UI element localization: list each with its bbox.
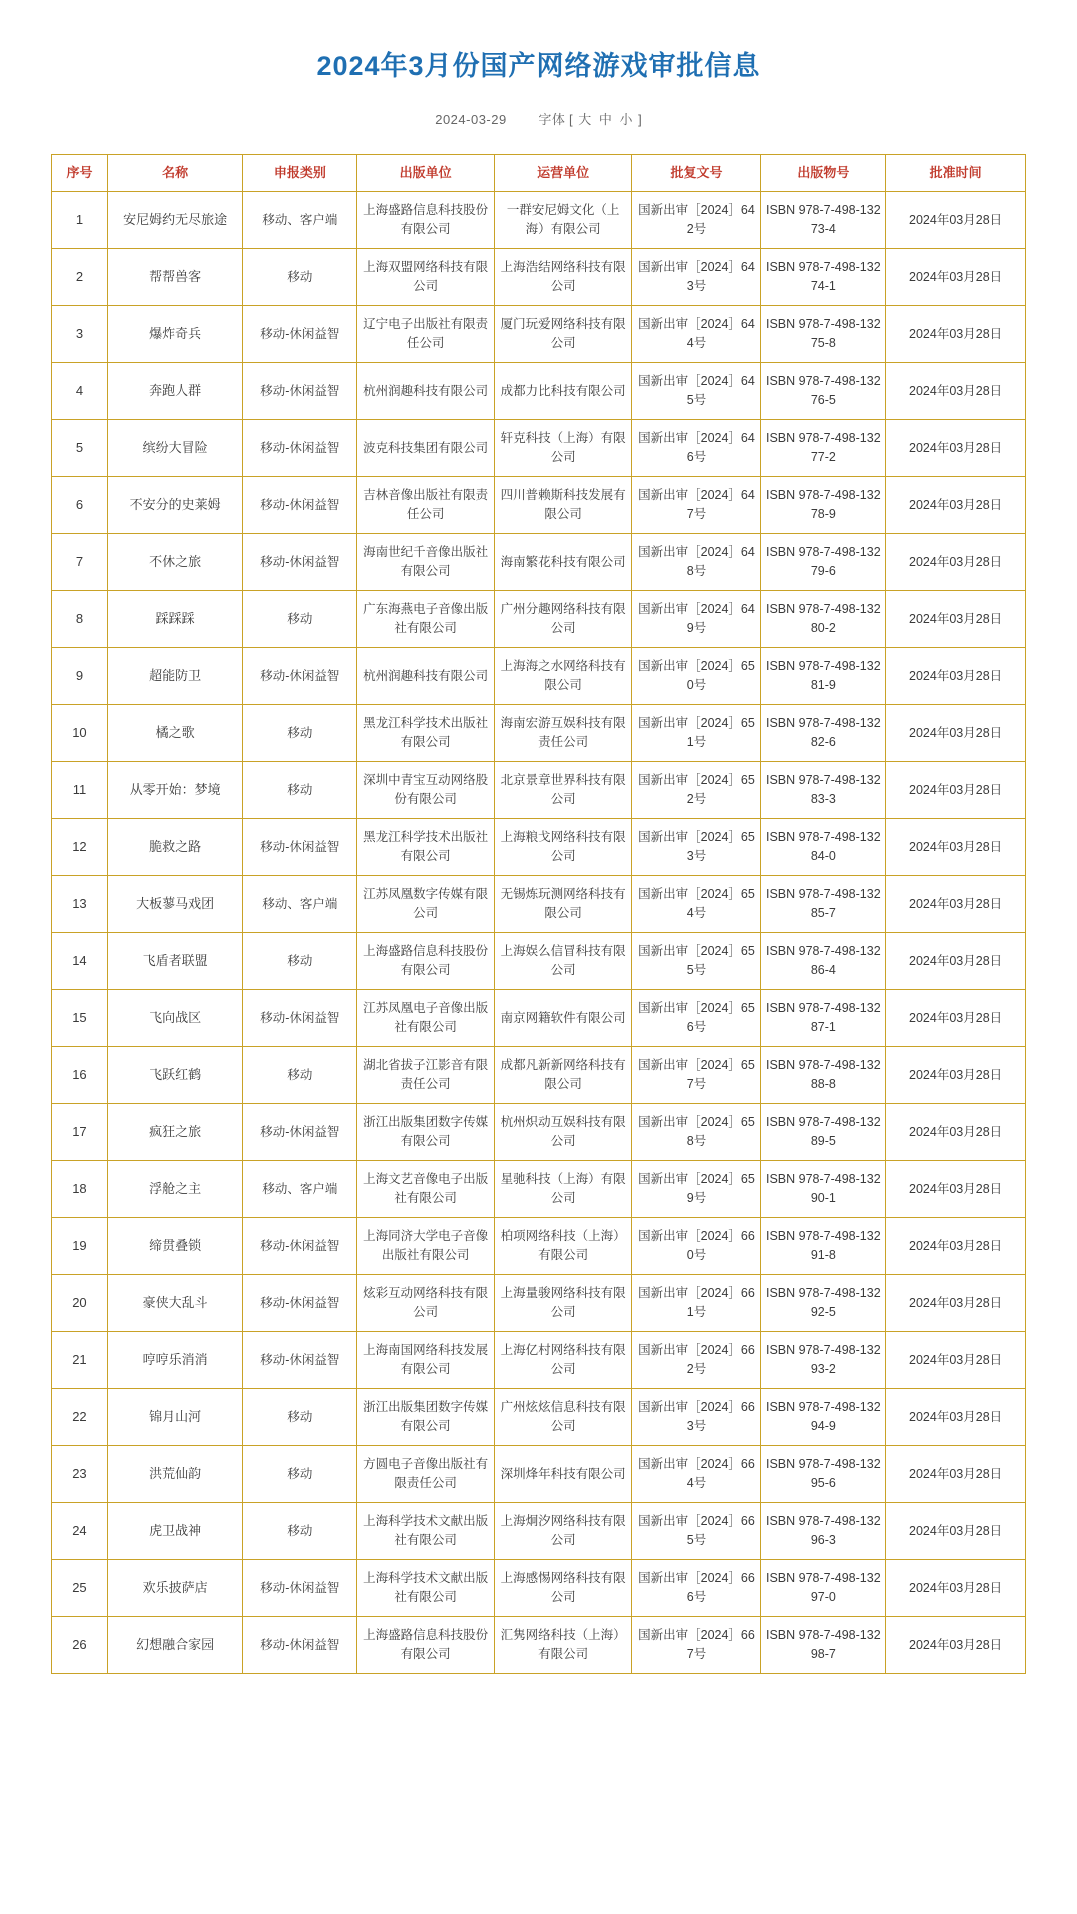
cell-publisher: 方圆电子音像出版社有限责任公司 [357, 1446, 495, 1503]
bracket-left: [ [568, 112, 573, 127]
cell-isbn: ISBN 978-7-498-13291-8 [761, 1218, 886, 1275]
cell-type: 移动 [243, 249, 357, 306]
cell-seq: 6 [52, 477, 108, 534]
cell-type: 移动 [243, 705, 357, 762]
font-size-small[interactable]: 小 [619, 112, 633, 127]
cell-document: 国新出审［2024］644号 [632, 306, 761, 363]
cell-type: 移动-休闲益智 [243, 1104, 357, 1161]
cell-type: 移动-休闲益智 [243, 1617, 357, 1674]
cell-isbn: ISBN 978-7-498-13277-2 [761, 420, 886, 477]
cell-operator: 无锡炼玩测网络科技有限公司 [494, 876, 632, 933]
cell-name: 橘之歌 [107, 705, 242, 762]
cell-isbn: ISBN 978-7-498-13290-1 [761, 1161, 886, 1218]
table-row [52, 1161, 1026, 1218]
article-meta [0, 109, 1077, 128]
cell-publisher: 上海南国网络科技发展有限公司 [357, 1332, 495, 1389]
cell-seq: 2 [52, 249, 108, 306]
table-row [52, 1218, 1026, 1275]
cell-document: 国新出审［2024］653号 [632, 819, 761, 876]
cell-publisher: 上海同济大学电子音像出版社有限公司 [357, 1218, 495, 1275]
cell-publisher: 浙江出版集团数字传媒有限公司 [357, 1104, 495, 1161]
cell-publisher: 上海盛路信息科技股份有限公司 [357, 192, 495, 249]
cell-type: 移动-休闲益智 [243, 1332, 357, 1389]
cell-document: 国新出审［2024］655号 [632, 933, 761, 990]
cell-publisher: 上海双盟网络科技有限公司 [357, 249, 495, 306]
cell-approved: 2024年03月28日 [886, 591, 1026, 648]
cell-approved: 2024年03月28日 [886, 1047, 1026, 1104]
cell-publisher: 湖北省拔子江影音有限责任公司 [357, 1047, 495, 1104]
cell-publisher: 浙江出版集团数字传媒有限公司 [357, 1389, 495, 1446]
column-header-name: 名称 [107, 155, 242, 192]
cell-seq: 23 [52, 1446, 108, 1503]
cell-document: 国新出审［2024］642号 [632, 192, 761, 249]
table-row [52, 1332, 1026, 1389]
table-row [52, 1389, 1026, 1446]
cell-publisher: 辽宁电子出版社有限责任公司 [357, 306, 495, 363]
cell-name: 脆救之路 [107, 819, 242, 876]
cell-name: 不安分的史莱姆 [107, 477, 242, 534]
cell-seq: 20 [52, 1275, 108, 1332]
cell-type: 移动-休闲益智 [243, 819, 357, 876]
table-row [52, 990, 1026, 1047]
cell-seq: 11 [52, 762, 108, 819]
cell-type: 移动 [243, 1389, 357, 1446]
cell-name: 幻想融合家园 [107, 1617, 242, 1674]
cell-approved: 2024年03月28日 [886, 363, 1026, 420]
cell-approved: 2024年03月28日 [886, 990, 1026, 1047]
table-row [52, 1047, 1026, 1104]
cell-approved: 2024年03月28日 [886, 819, 1026, 876]
cell-approved: 2024年03月28日 [886, 1218, 1026, 1275]
cell-type: 移动-休闲益智 [243, 1560, 357, 1617]
cell-approved: 2024年03月28日 [886, 933, 1026, 990]
cell-operator: 上海粮戈网络科技有限公司 [494, 819, 632, 876]
cell-name: 从零开始：梦境 [107, 762, 242, 819]
table-row [52, 591, 1026, 648]
cell-approved: 2024年03月28日 [886, 477, 1026, 534]
cell-name: 缤纷大冒险 [107, 420, 242, 477]
cell-publisher: 炫彩互动网络科技有限公司 [357, 1275, 495, 1332]
cell-name: 飞盾者联盟 [107, 933, 242, 990]
cell-approved: 2024年03月28日 [886, 1617, 1026, 1674]
cell-publisher: 广东海燕电子音像出版社有限公司 [357, 591, 495, 648]
cell-approved: 2024年03月28日 [886, 1389, 1026, 1446]
cell-name: 帮帮兽客 [107, 249, 242, 306]
cell-isbn: ISBN 978-7-498-13278-9 [761, 477, 886, 534]
cell-name: 欢乐披萨店 [107, 1560, 242, 1617]
cell-seq: 3 [52, 306, 108, 363]
cell-isbn: ISBN 978-7-498-13294-9 [761, 1389, 886, 1446]
cell-seq: 9 [52, 648, 108, 705]
cell-isbn: ISBN 978-7-498-13298-7 [761, 1617, 886, 1674]
cell-operator: 北京景章世界科技有限公司 [494, 762, 632, 819]
cell-document: 国新出审［2024］648号 [632, 534, 761, 591]
cell-isbn: ISBN 978-7-498-13282-6 [761, 705, 886, 762]
cell-operator: 深圳烽年科技有限公司 [494, 1446, 632, 1503]
table-row [52, 819, 1026, 876]
cell-operator: 成都凡新新网络科技有限公司 [494, 1047, 632, 1104]
cell-isbn: ISBN 978-7-498-13286-4 [761, 933, 886, 990]
cell-operator: 上海感惕网络科技有限公司 [494, 1560, 632, 1617]
cell-publisher: 杭州润趣科技有限公司 [357, 363, 495, 420]
cell-name: 超能防卫 [107, 648, 242, 705]
cell-publisher: 黑龙江科学技术出版社有限公司 [357, 819, 495, 876]
cell-approved: 2024年03月28日 [886, 534, 1026, 591]
cell-type: 移动-休闲益智 [243, 477, 357, 534]
cell-operator: 汇隽网络科技（上海）有限公司 [494, 1617, 632, 1674]
cell-isbn: ISBN 978-7-498-13297-0 [761, 1560, 886, 1617]
table-row [52, 762, 1026, 819]
cell-document: 国新出审［2024］661号 [632, 1275, 761, 1332]
cell-approved: 2024年03月28日 [886, 420, 1026, 477]
cell-seq: 24 [52, 1503, 108, 1560]
cell-operator: 海南繁花科技有限公司 [494, 534, 632, 591]
table-row [52, 705, 1026, 762]
column-header-operator: 运营单位 [494, 155, 632, 192]
cell-operator: 上海浩结网络科技有限公司 [494, 249, 632, 306]
cell-approved: 2024年03月28日 [886, 192, 1026, 249]
table-row [52, 477, 1026, 534]
cell-operator: 柏项网络科技（上海）有限公司 [494, 1218, 632, 1275]
cell-document: 国新出审［2024］643号 [632, 249, 761, 306]
cell-isbn: ISBN 978-7-498-13281-9 [761, 648, 886, 705]
cell-isbn: ISBN 978-7-498-13276-5 [761, 363, 886, 420]
cell-operator: 南京网籍软件有限公司 [494, 990, 632, 1047]
cell-seq: 13 [52, 876, 108, 933]
cell-isbn: ISBN 978-7-498-13280-2 [761, 591, 886, 648]
cell-name: 哼哼乐消消 [107, 1332, 242, 1389]
cell-approved: 2024年03月28日 [886, 1161, 1026, 1218]
cell-isbn: ISBN 978-7-498-13275-8 [761, 306, 886, 363]
cell-isbn: ISBN 978-7-498-13284-0 [761, 819, 886, 876]
cell-seq: 16 [52, 1047, 108, 1104]
cell-publisher: 黑龙江科学技术出版社有限公司 [357, 705, 495, 762]
cell-publisher: 江苏凤凰数字传媒有限公司 [357, 876, 495, 933]
table-body [52, 192, 1026, 1674]
cell-seq: 15 [52, 990, 108, 1047]
table-row [52, 192, 1026, 249]
cell-document: 国新出审［2024］658号 [632, 1104, 761, 1161]
cell-type: 移动、客户端 [243, 1161, 357, 1218]
cell-isbn: ISBN 978-7-498-13293-2 [761, 1332, 886, 1389]
cell-isbn: ISBN 978-7-498-13274-1 [761, 249, 886, 306]
cell-document: 国新出审［2024］654号 [632, 876, 761, 933]
cell-seq: 22 [52, 1389, 108, 1446]
cell-type: 移动-休闲益智 [243, 1275, 357, 1332]
cell-operator: 星驰科技（上海）有限公司 [494, 1161, 632, 1218]
cell-publisher: 上海文艺音像电子出版社有限公司 [357, 1161, 495, 1218]
cell-operator: 上海量骏网络科技有限公司 [494, 1275, 632, 1332]
cell-operator: 四川普赖斯科技发展有限公司 [494, 477, 632, 534]
cell-seq: 12 [52, 819, 108, 876]
table-row [52, 1446, 1026, 1503]
cell-document: 国新出审［2024］647号 [632, 477, 761, 534]
cell-document: 国新出审［2024］663号 [632, 1389, 761, 1446]
column-header-publisher: 出版单位 [357, 155, 495, 192]
cell-isbn: ISBN 978-7-498-13273-4 [761, 192, 886, 249]
cell-isbn: ISBN 978-7-498-13289-5 [761, 1104, 886, 1161]
cell-document: 国新出审［2024］649号 [632, 591, 761, 648]
cell-approved: 2024年03月28日 [886, 1104, 1026, 1161]
table-row [52, 1560, 1026, 1617]
cell-isbn: ISBN 978-7-498-13285-7 [761, 876, 886, 933]
cell-operator: 轩克科技（上海）有限公司 [494, 420, 632, 477]
cell-name: 豪侠大乱斗 [107, 1275, 242, 1332]
table-row [52, 1275, 1026, 1332]
cell-seq: 26 [52, 1617, 108, 1674]
table-row [52, 1503, 1026, 1560]
cell-seq: 7 [52, 534, 108, 591]
cell-type: 移动-休闲益智 [243, 420, 357, 477]
cell-operator: 成都力比科技有限公司 [494, 363, 632, 420]
cell-type: 移动 [243, 762, 357, 819]
cell-seq: 25 [52, 1560, 108, 1617]
cell-type: 移动-休闲益智 [243, 306, 357, 363]
cell-seq: 21 [52, 1332, 108, 1389]
cell-document: 国新出审［2024］664号 [632, 1446, 761, 1503]
table-header-row [52, 155, 1026, 192]
approval-table [51, 154, 1026, 1674]
cell-document: 国新出审［2024］650号 [632, 648, 761, 705]
cell-document: 国新出审［2024］665号 [632, 1503, 761, 1560]
cell-type: 移动、客户端 [243, 192, 357, 249]
cell-document: 国新出审［2024］662号 [632, 1332, 761, 1389]
cell-operator: 上海炯汐网络科技有限公司 [494, 1503, 632, 1560]
cell-approved: 2024年03月28日 [886, 876, 1026, 933]
cell-operator: 厦门玩爱网络科技有限公司 [494, 306, 632, 363]
cell-type: 移动 [243, 933, 357, 990]
cell-document: 国新出审［2024］645号 [632, 363, 761, 420]
cell-operator: 上海海之水网络科技有限公司 [494, 648, 632, 705]
cell-approved: 2024年03月28日 [886, 1275, 1026, 1332]
cell-approved: 2024年03月28日 [886, 306, 1026, 363]
cell-isbn: ISBN 978-7-498-13292-5 [761, 1275, 886, 1332]
cell-approved: 2024年03月28日 [886, 1446, 1026, 1503]
cell-seq: 18 [52, 1161, 108, 1218]
table-row [52, 1617, 1026, 1674]
cell-approved: 2024年03月28日 [886, 705, 1026, 762]
cell-seq: 5 [52, 420, 108, 477]
cell-document: 国新出审［2024］651号 [632, 705, 761, 762]
cell-type: 移动-休闲益智 [243, 1218, 357, 1275]
cell-approved: 2024年03月28日 [886, 1560, 1026, 1617]
cell-name: 锦月山河 [107, 1389, 242, 1446]
cell-publisher: 海南世纪千音像出版社有限公司 [357, 534, 495, 591]
cell-operator: 上海娱么信冒科技有限公司 [494, 933, 632, 990]
cell-publisher: 深圳中青宝互动网络股份有限公司 [357, 762, 495, 819]
cell-publisher: 上海盛路信息科技股份有限公司 [357, 933, 495, 990]
column-header-document: 批复文号 [632, 155, 761, 192]
cell-operator: 一群安尼姆文化（上海）有限公司 [494, 192, 632, 249]
cell-type: 移动-休闲益智 [243, 648, 357, 705]
cell-operator: 杭州炽动互娱科技有限公司 [494, 1104, 632, 1161]
table-row [52, 876, 1026, 933]
table-row [52, 306, 1026, 363]
cell-seq: 4 [52, 363, 108, 420]
cell-name: 大板蓼马戏团 [107, 876, 242, 933]
cell-document: 国新出审［2024］656号 [632, 990, 761, 1047]
cell-operator: 海南宏游互娱科技有限责任公司 [494, 705, 632, 762]
cell-approved: 2024年03月28日 [886, 648, 1026, 705]
cell-type: 移动 [243, 591, 357, 648]
cell-publisher: 吉林音像出版社有限责任公司 [357, 477, 495, 534]
cell-name: 踩踩踩 [107, 591, 242, 648]
cell-seq: 14 [52, 933, 108, 990]
cell-document: 国新出审［2024］667号 [632, 1617, 761, 1674]
column-header-approved: 批准时间 [886, 155, 1026, 192]
cell-name: 奔跑人群 [107, 363, 242, 420]
cell-name: 飞跃红鹤 [107, 1047, 242, 1104]
cell-document: 国新出审［2024］657号 [632, 1047, 761, 1104]
cell-seq: 1 [52, 192, 108, 249]
cell-type: 移动 [243, 1047, 357, 1104]
cell-name: 爆炸奇兵 [107, 306, 242, 363]
cell-isbn: ISBN 978-7-498-13296-3 [761, 1503, 886, 1560]
bracket-right: ] [638, 112, 642, 127]
cell-publisher: 杭州润趣科技有限公司 [357, 648, 495, 705]
font-size-label: 字体 [538, 112, 566, 127]
cell-type: 移动-休闲益智 [243, 990, 357, 1047]
font-size-medium[interactable]: 中 [598, 112, 612, 127]
column-header-type: 申报类别 [243, 155, 357, 192]
cell-approved: 2024年03月28日 [886, 1332, 1026, 1389]
cell-isbn: ISBN 978-7-498-13287-1 [761, 990, 886, 1047]
cell-operator: 广州炫炫信息科技有限公司 [494, 1389, 632, 1446]
cell-type: 移动 [243, 1503, 357, 1560]
table-row [52, 249, 1026, 306]
cell-seq: 19 [52, 1218, 108, 1275]
table-row [52, 1104, 1026, 1161]
cell-type: 移动、客户端 [243, 876, 357, 933]
cell-name: 安尼姆约无尽旅途 [107, 192, 242, 249]
table-row [52, 534, 1026, 591]
cell-isbn: ISBN 978-7-498-13283-3 [761, 762, 886, 819]
cell-name: 缔贯叠锁 [107, 1218, 242, 1275]
cell-operator: 广州分趣网络科技有限公司 [494, 591, 632, 648]
cell-approved: 2024年03月28日 [886, 762, 1026, 819]
cell-document: 国新出审［2024］646号 [632, 420, 761, 477]
cell-type: 移动 [243, 1446, 357, 1503]
cell-operator: 上海亿村网络科技有限公司 [494, 1332, 632, 1389]
table-row [52, 648, 1026, 705]
cell-name: 虎卫战神 [107, 1503, 242, 1560]
table-row [52, 420, 1026, 477]
cell-document: 国新出审［2024］652号 [632, 762, 761, 819]
cell-publisher: 上海科学技术文献出版社有限公司 [357, 1560, 495, 1617]
cell-publisher: 上海盛路信息科技股份有限公司 [357, 1617, 495, 1674]
cell-type: 移动-休闲益智 [243, 363, 357, 420]
cell-name: 洪荒仙韵 [107, 1446, 242, 1503]
cell-name: 疯狂之旅 [107, 1104, 242, 1161]
cell-seq: 10 [52, 705, 108, 762]
cell-type: 移动-休闲益智 [243, 534, 357, 591]
cell-publisher: 波克科技集团有限公司 [357, 420, 495, 477]
cell-name: 浮舱之主 [107, 1161, 242, 1218]
cell-approved: 2024年03月28日 [886, 1503, 1026, 1560]
cell-publisher: 江苏凤凰电子音像出版社有限公司 [357, 990, 495, 1047]
column-header-seq: 序号 [52, 155, 108, 192]
cell-seq: 17 [52, 1104, 108, 1161]
cell-document: 国新出审［2024］660号 [632, 1218, 761, 1275]
cell-document: 国新出审［2024］666号 [632, 1560, 761, 1617]
cell-name: 飞向战区 [107, 990, 242, 1047]
table-row [52, 933, 1026, 990]
cell-approved: 2024年03月28日 [886, 249, 1026, 306]
cell-publisher: 上海科学技术文献出版社有限公司 [357, 1503, 495, 1560]
cell-isbn: ISBN 978-7-498-13288-8 [761, 1047, 886, 1104]
cell-isbn: ISBN 978-7-498-13279-6 [761, 534, 886, 591]
publish-date: 2024-03-29 [435, 112, 507, 127]
font-size-large[interactable]: 大 [578, 112, 592, 127]
cell-seq: 8 [52, 591, 108, 648]
cell-name: 不休之旅 [107, 534, 242, 591]
table-row [52, 363, 1026, 420]
column-header-isbn: 出版物号 [761, 155, 886, 192]
page-title: 2024年3月份国产网络游戏审批信息 [316, 51, 761, 81]
cell-isbn: ISBN 978-7-498-13295-6 [761, 1446, 886, 1503]
cell-document: 国新出审［2024］659号 [632, 1161, 761, 1218]
